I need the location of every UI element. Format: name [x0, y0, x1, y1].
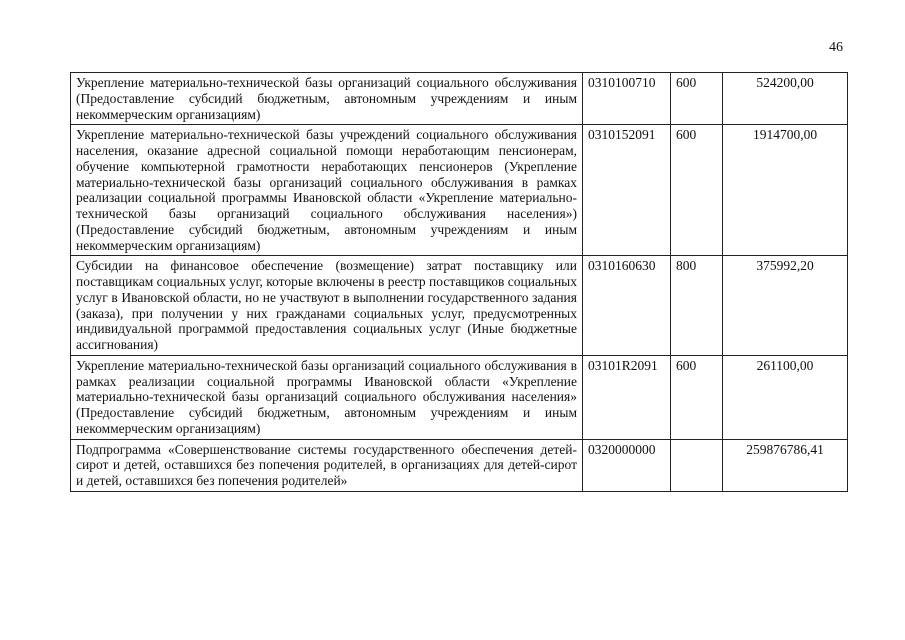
row-amount: 524200,00: [723, 73, 848, 125]
table-row: [71, 73, 848, 125]
budget-table: [70, 72, 848, 492]
table-row: [71, 125, 848, 256]
row-description: Субсидии на финансовое обеспечение (возмещение) затрат поставщику или поставщикам социальных услуг, которые включены в реестр поставщиков социальных услуг в Ивановской области, но не участвуют в выполнении государственного задания (заказа), при получении у них гражданами социальных услуг, предусмотренных индивидуальной программой предоставления социальных услуг (Иные бюджетные ассигнования): [71, 256, 583, 356]
table-row: [71, 256, 848, 356]
row-description: Укрепление материально-технической базы организаций социального обслуживания в рамках реализации социальной программы Ивановской области «Укрепление материально-технической базы организаций социального обслуживания населения» (Предоставление субсидий бюджетным, автономным учреждениям и иным некоммерческим организациям): [71, 355, 583, 439]
row-description: Подпрограмма «Совершенствование системы государственного обеспечения детей-сирот и детей, оставшихся без попечения родителей, в организациях для детей-сирот и детей, оставшихся без попечения родителей»: [71, 439, 583, 491]
row-expense-type: 600: [671, 125, 723, 256]
page-number: 46: [829, 40, 843, 55]
table-row: [71, 439, 848, 491]
row-target-code: 0310152091: [583, 125, 671, 256]
row-description: Укрепление материально-технической базы учреждений социального обслуживания населения, оказание адресной социальной помощи неработающим пенсионерам, обучение компьютерной грамотности неработающих пенсионеров (Укрепление материально-технической базы организаций социального обслуживания в рамках реализации социальной программы Ивановской области «Укрепление материально-технической базы организаций социального обслуживания населения») (Предоставление субсидий бюджетным, автономным учреждениям и иным некоммерческим организациям): [71, 125, 583, 256]
row-expense-type: 600: [671, 355, 723, 439]
row-target-code: 0310160630: [583, 256, 671, 356]
row-amount: 261100,00: [723, 355, 848, 439]
row-expense-type: 600: [671, 73, 723, 125]
row-expense-type: [671, 439, 723, 491]
row-amount: 375992,20: [723, 256, 848, 356]
table-row: [71, 355, 848, 439]
row-expense-type: 800: [671, 256, 723, 356]
row-amount: 259876786,41: [723, 439, 848, 491]
row-target-code: 0320000000: [583, 439, 671, 491]
row-target-code: 03101R2091: [583, 355, 671, 439]
row-description: Укрепление материально-технической базы организаций социального обслуживания (Предоставление субсидий бюджетным, автономным учреждениям и иным некоммерческим организациям): [71, 73, 583, 125]
row-target-code: 0310100710: [583, 73, 671, 125]
row-amount: 1914700,00: [723, 125, 848, 256]
